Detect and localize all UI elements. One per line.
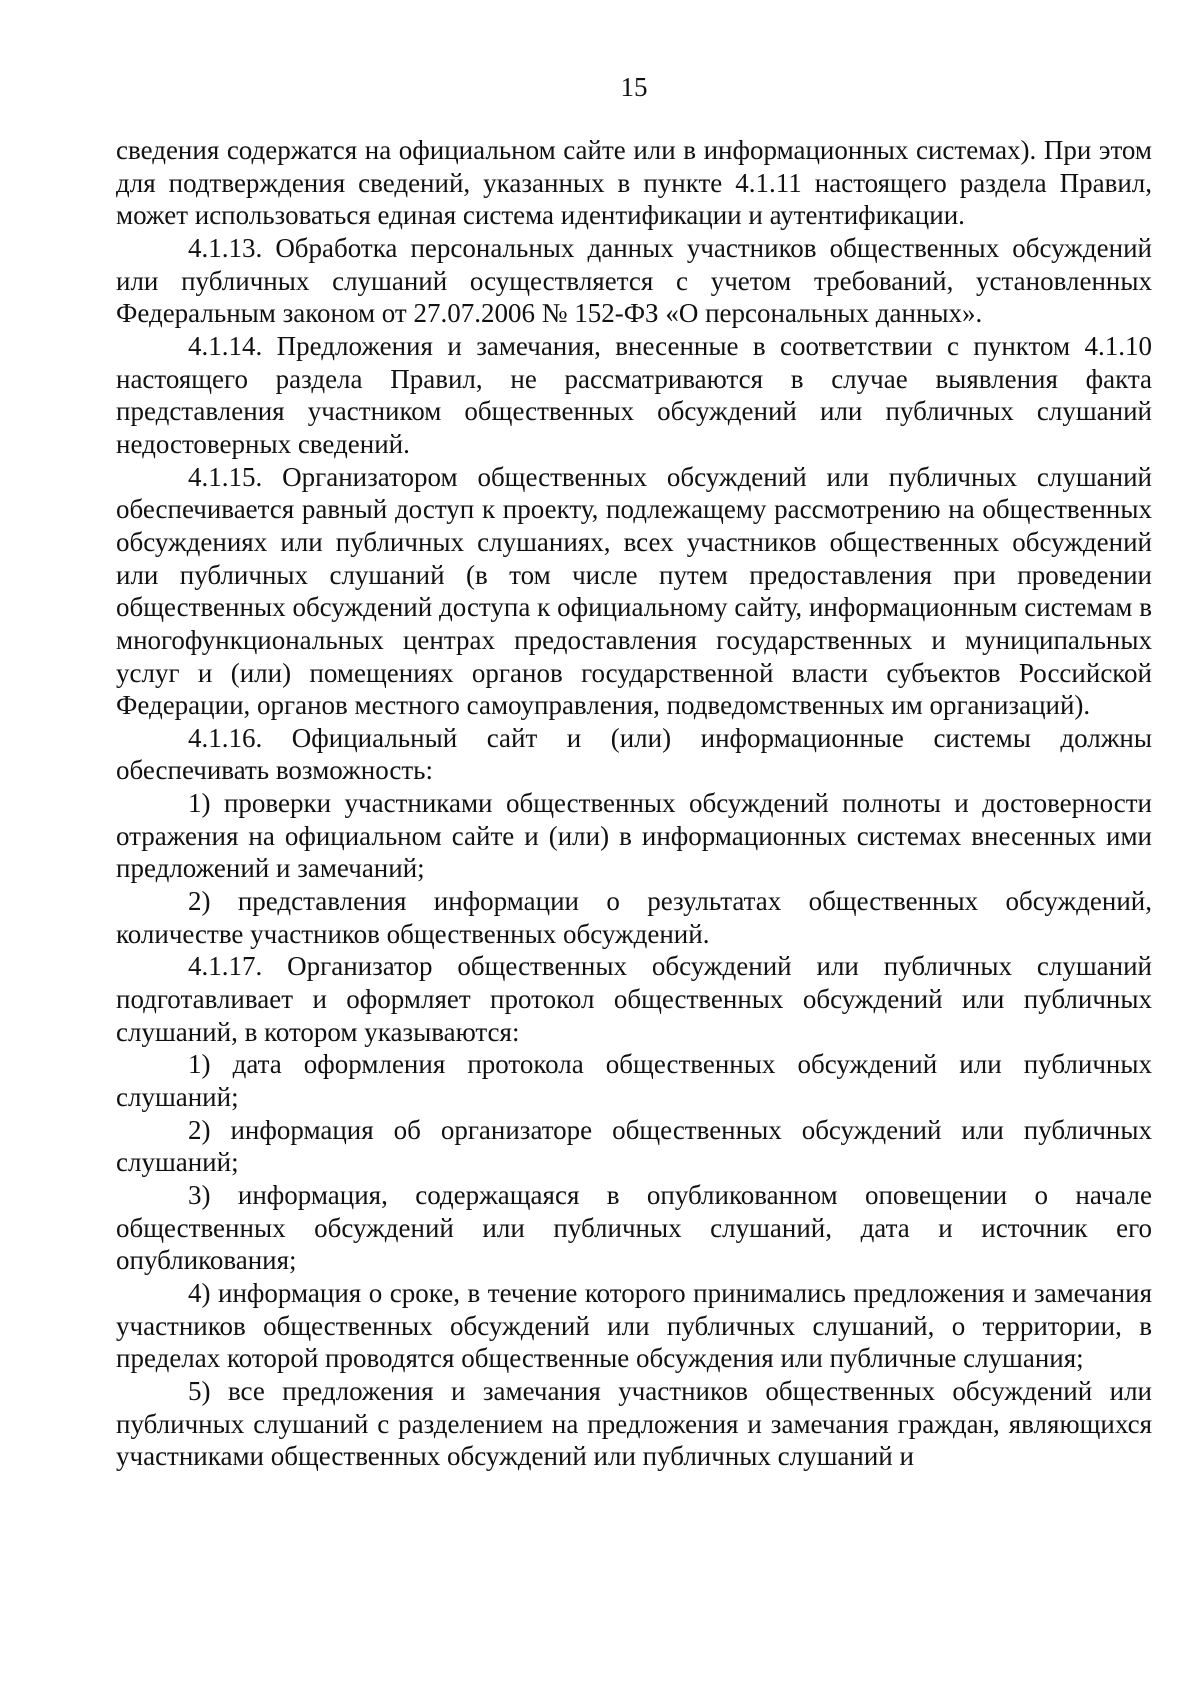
list-item-4-1-17-3: 3) информация, содержащаяся в опубликованном оповещении о начале общественных обсуждений или публичных слушаний, дата и источник его опубликования; — [116, 1180, 1152, 1276]
paragraph-4-1-15: 4.1.15. Организатором общественных обсуждений или публичных слушаний обеспечивается равный доступ к проекту, подлежащему рассмотрению на общественных обсуждениях или публичных слушаниях, всех участников общественных обсуждений или публичных слушаний (в том числе путем предоставления при проведении общественных обсуждений доступа к официальному сайту, информационным системам в многофункциональных центрах предоставления государственных и муниципальных услуг и (или) помещениях органов государственной власти субъектов Российской Федерации, органов местного самоуправления, подведомственных им организаций). — [116, 461, 1152, 721]
paragraph-4-1-14: 4.1.14. Предложения и замечания, внесенные в соответствии с пунктом 4.1.10 настоящего раздела Правил, не рассматриваются в случае выявления факта представления участником общественных обсуждений или публичных слушаний недостоверных сведений. — [116, 330, 1152, 459]
list-item-4-1-17-4: 4) информация о сроке, в течение которого принимались предложения и замечания участников общественных обсуждений или публичных слушаний, о территории, в пределах которой проводятся общественные обсуждения или публичные слушания; — [116, 1277, 1152, 1374]
list-item-4-1-17-5: 5) все предложения и замечания участников общественных обсуждений или публичных слушаний с разделением на предложения и замечания граждан, являющихся участниками общественных обсуждений или публичных слушаний и — [116, 1375, 1152, 1472]
list-item-4-1-17-1: 1) дата оформления протокола общественных обсуждений или публичных слушаний; — [116, 1049, 1152, 1113]
document-body — [116, 134, 1152, 1473]
paragraph-4-1-13: 4.1.13. Обработка персональных данных участников общественных обсуждений или публичных слушаний осуществляется с учетом требований, установленных Федеральным законом от 27.07.2006 № 152-ФЗ «О персональных данных». — [116, 232, 1152, 329]
list-item-4-1-16-1: 1) проверки участниками общественных обсуждений полноты и достоверности отражения на официальном сайте и (или) в информационных системах внесенных ими предложений и замечаний; — [116, 788, 1152, 884]
page-number: 15 — [620, 72, 648, 102]
list-item-4-1-17-2: 2) информация об организаторе общественных обсуждений или публичных слушаний; — [116, 1114, 1152, 1178]
paragraph-continuation: сведения содержатся на официальном сайте или в информационных системах). При этом для подтверждения сведений, указанных в пункте 4.1.11 настоящего раздела Правил, может использоваться единая система идентификации и аутентификации. — [116, 135, 1152, 231]
paragraph-4-1-17: 4.1.17. Организатор общественных обсуждений или публичных слушаний подготавливает и оформляет протокол общественных обсуждений или публичных слушаний, в котором указываются: — [116, 951, 1152, 1047]
list-item-4-1-16-2: 2) представления информации о результатах общественных обсуждений, количестве участников общественных обсуждений. — [116, 886, 1152, 949]
paragraph-4-1-16: 4.1.16. Официальный сайт и (или) информационные системы должны обеспечивать возможность: — [116, 722, 1152, 786]
